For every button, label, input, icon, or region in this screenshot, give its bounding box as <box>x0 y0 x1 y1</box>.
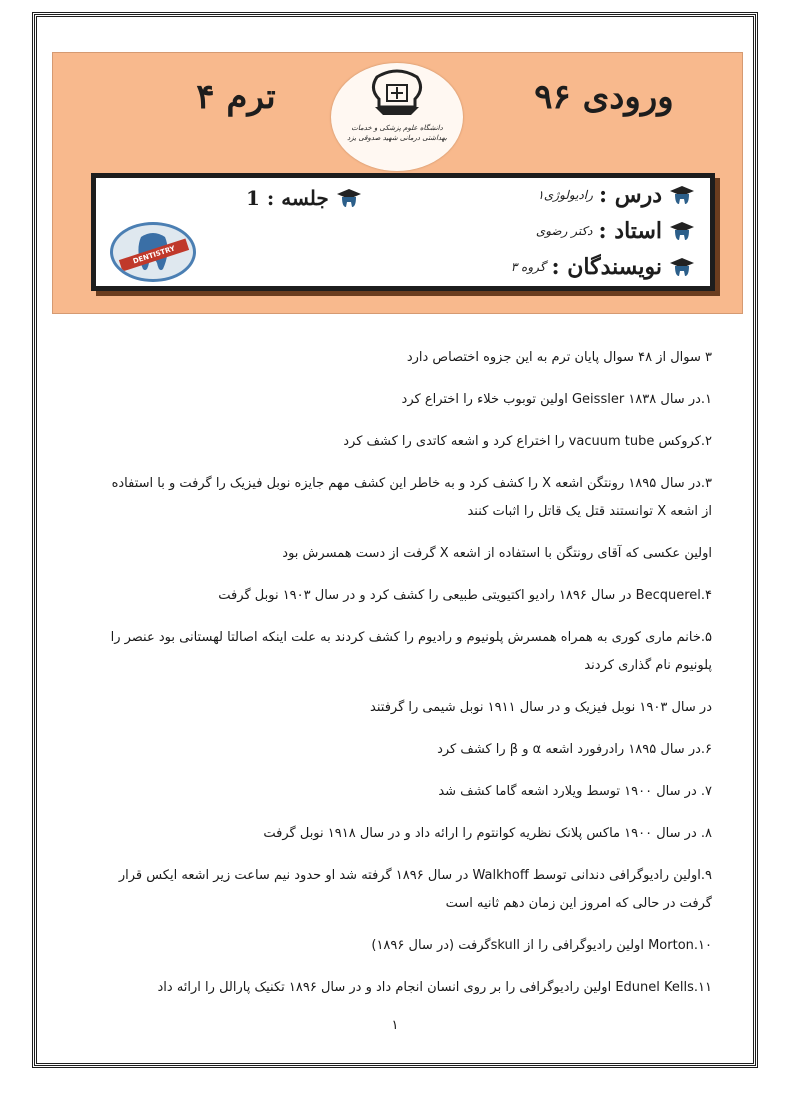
paragraph-11: ۹.اولین رادیوگرافی دندانی توسط Walkhoff در سال ۱۸۹۶ گرفته شد او حدود نیم ساعت زیر اشعه ایکس قرار گرفت در حالی که امروز این زمان دهم ثانیه است <box>118 868 712 911</box>
entry-year-title: ورودی ۹۶ <box>534 77 674 117</box>
paragraph-5: Becquerel.۴ در سال ۱۸۹۶ رادیو اکتیویتی طبیعی را کشف کرد و در سال ۱۹۰۳ نوبل گرفت <box>218 588 712 603</box>
authors-value: گروه ۳ <box>510 260 546 274</box>
paragraph-2: ۲.کروکس vacuum tube را اختراع کرد و اشعه کاتدی را کشف کرد <box>343 434 712 449</box>
term-title: ترم ۴ <box>196 77 276 117</box>
graduation-tooth-icon <box>668 184 696 206</box>
authors-line <box>511 254 696 280</box>
session-label: جلسه : 1 <box>246 186 329 210</box>
course-line <box>537 182 696 208</box>
paragraph-4: اولین عکسی که آقای رونتگن با استفاده از اشعه X گرفت از دست همسرش بود <box>282 546 712 561</box>
graduation-tooth-icon <box>335 187 363 209</box>
paragraph-0: ۳ سوال از ۴۸ سوال پایان ترم به این جزوه اختصاص دارد <box>406 350 712 365</box>
paragraph-7: در سال ۱۹۰۳ نوبل فیزیک و در سال ۱۹۱۱ نوبل شیمی را گرفتند <box>370 700 712 715</box>
university-name: دانشگاه علوم پزشکی و خدمات بهداشتی درمانی شهید صدوقی یزد <box>347 124 447 142</box>
authors-label: نویسندگان : <box>551 254 662 280</box>
course-label: درس : <box>598 182 662 208</box>
dentistry-logo <box>110 222 196 282</box>
paragraph-10: ۸. در سال ۱۹۰۰ ماکس پلانک نظریه کوانتوم را ارائه داد و در سال ۱۹۱۸ نوبل گرفت <box>263 826 712 841</box>
document-body <box>100 344 712 1016</box>
course-info-box <box>91 173 715 291</box>
university-seal <box>331 63 463 171</box>
paragraph-1: ۱.در سال ۱۸۳۸ Geissler اولین توبوب خلاء را اختراع کرد <box>401 392 712 407</box>
paragraph-3: ۳.در سال ۱۸۹۵ رونتگن اشعه X را کشف کرد و به خاطر این کشف مهم جایزه نوبل فیزیک را گرفت و با استفاده از اشعه X توانستند قتل یک قاتل را اثبات کنند <box>111 476 712 519</box>
paragraph-13: Edunel Kells.۱۱ اولین رادیوگرافی را بر روی انسان انجام داد و در سال ۱۸۹۶ تکنیک پارالل را ارائه داد <box>157 980 712 995</box>
paragraph-6: ۵.خانم ماری کوری به همراه همسرش پلونیوم و رادیوم را کشف کردند به علت اینکه اصالتا لهستانی بود عنصر را پلونیوم نام گذاری کردند <box>110 630 712 673</box>
paragraph-8: ۶.در سال ۱۸۹۵ رادرفورد اشعه α و β را کشف کرد <box>437 742 712 757</box>
session-line <box>246 186 363 210</box>
teacher-line <box>536 218 696 244</box>
logo-ribbon: DENTISTRY <box>119 238 189 271</box>
page-number: ۱ <box>391 1018 399 1033</box>
teacher-value: دکتر رضوی <box>535 224 593 238</box>
graduation-tooth-icon <box>668 220 696 242</box>
teacher-label: استاد : <box>598 218 662 244</box>
university-emblem-icon <box>331 63 463 171</box>
paragraph-9: ۷. در سال ۱۹۰۰ توسط ویلارد اشعه گاما کشف شد <box>438 784 712 799</box>
graduation-tooth-icon <box>668 256 696 278</box>
header-banner <box>52 52 743 314</box>
paragraph-12: Morton.۱۰ اولین رادیوگرافی را از skullگرفت (در سال ۱۸۹۶) <box>371 938 712 953</box>
course-value: رادیولوژی۱ <box>537 188 593 202</box>
